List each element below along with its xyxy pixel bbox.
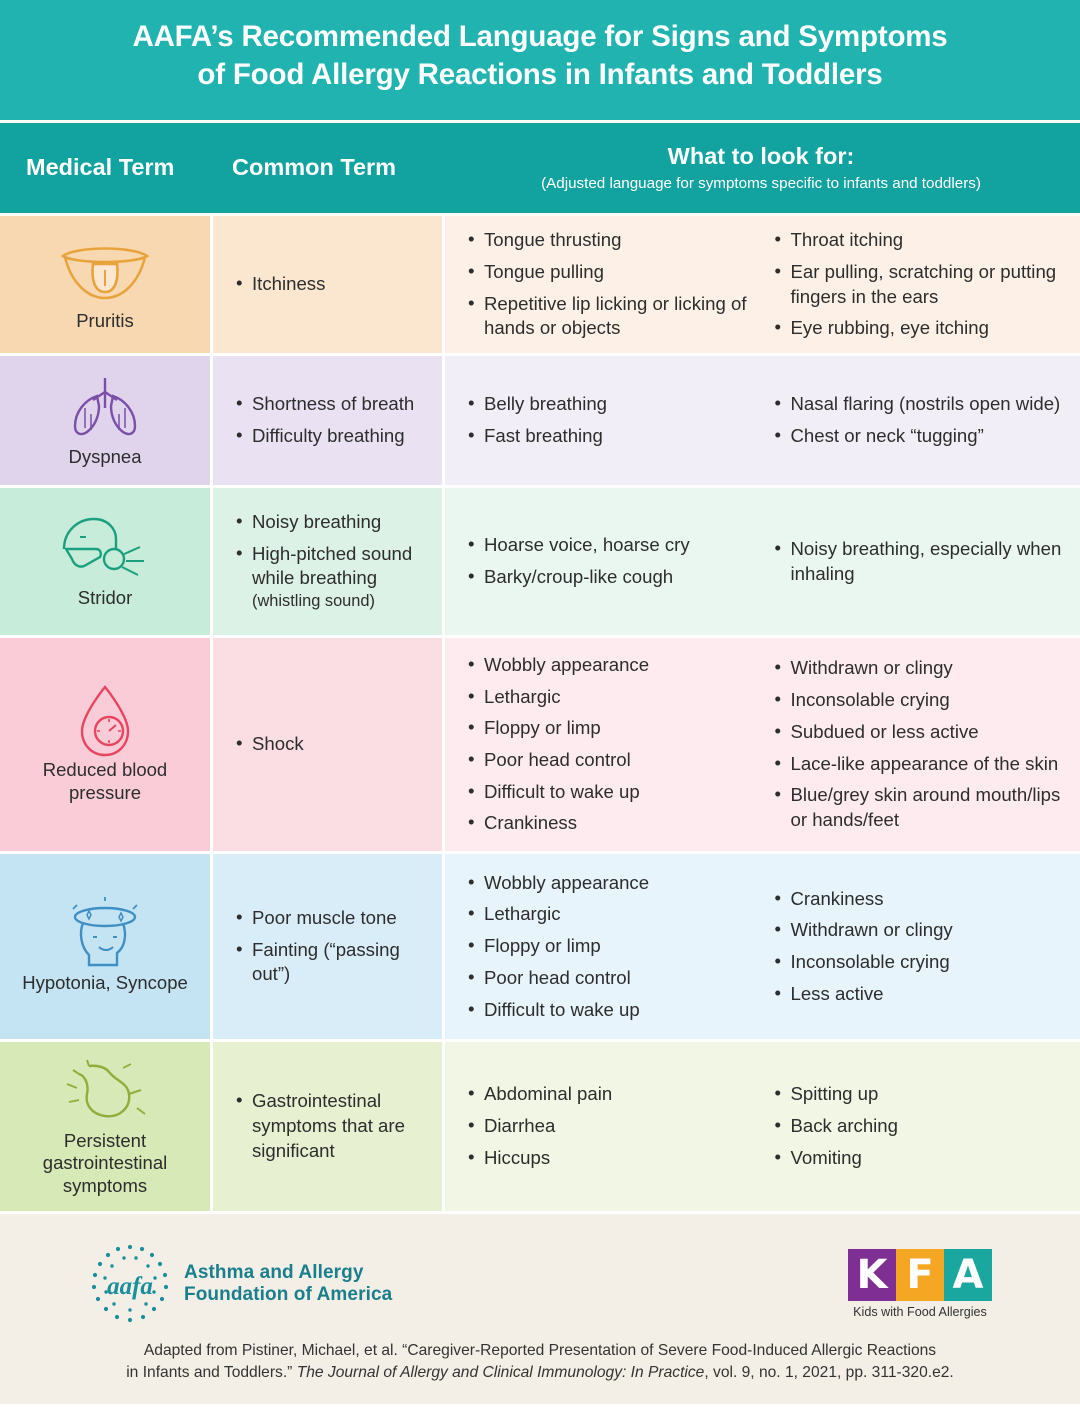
footer-logos [40,1236,1040,1332]
look-column-right [764,498,1071,625]
common-term-cell [210,488,442,635]
look-list-right [774,887,1065,1007]
look-list-left [467,533,758,589]
table-row [0,1039,1080,1211]
aafa-logo [88,1242,392,1326]
aafa-dotted-circle-icon [88,1242,172,1326]
head-throat-whistle-icon [56,511,154,585]
list-item: • Shortness of breath [235,392,426,417]
common-term-list [235,510,426,613]
column-header-common-term-label: Common Term [232,154,397,181]
blood-pressure-drop-icon [68,683,142,757]
medical-term-cell [0,1042,210,1211]
table-header-row [0,120,1080,213]
list-item: • Crankiness [774,887,1065,912]
what-to-look-for-cell [442,488,1080,635]
kfa-letter-f: F [896,1249,944,1301]
page-title-line-2: of Food Allergy Reactions in Infants and Toddlers [197,57,883,91]
look-column-left [457,864,764,1029]
table-row [0,353,1080,485]
list-item: • Hiccups [467,1146,758,1171]
list-item: • Poor head control [467,748,758,773]
list-item: • Eye rubbing, eye itching [774,316,1065,341]
column-header-what-to-look-for [442,123,1080,213]
page-title-line-1: AAFA’s Recommended Language for Signs and Symptoms [132,20,948,53]
kfa-letter-blocks [848,1249,992,1301]
look-column-right [764,648,1071,841]
kfa-caption: Kids with Food Allergies [853,1305,987,1319]
list-item [235,542,426,613]
look-column-left [457,366,764,475]
look-column-left [457,1052,764,1201]
list-item: • Wobbly appearance [467,653,758,678]
list-item: • Lethargic [467,685,758,710]
page-title [40,18,1040,94]
list-item: • Crankiness [467,811,758,836]
source-credit [40,1332,1040,1383]
list-item: • Floppy or limp [467,934,758,959]
table-row [0,851,1080,1039]
common-term-cell [210,216,442,353]
aafa-name-line-2: Foundation of America [184,1284,393,1305]
lungs-icon [63,370,147,444]
look-column-left [457,226,764,343]
table-row [0,213,1080,353]
list-item-note: (whistling sound) [252,592,375,611]
aafa-name-line-1: Asthma and Allergy [184,1261,364,1283]
column-header-what-to-look-for-label: What to look for: [667,143,855,170]
common-term-list [235,392,426,448]
medical-term-cell [0,216,210,353]
look-list-right [774,537,1065,586]
common-term-list [235,906,426,987]
what-to-look-for-cell [442,216,1080,353]
list-item: • Diarrhea [467,1114,758,1139]
list-item: • Poor head control [467,966,758,991]
list-item: • Ear pulling, scratching or putting fingers in the ears [774,260,1065,309]
what-to-look-for-cell [442,638,1080,851]
look-column-right [764,1052,1071,1201]
look-column-right [764,864,1071,1029]
list-item: • Noisy breathing, especially when inhaling [774,537,1065,586]
column-header-medical-term-label: Medical Term [26,154,175,181]
list-item: • Hoarse voice, hoarse cry [467,533,758,558]
list-item: • Abdominal pain [467,1082,758,1107]
list-item: • Itchiness [235,272,426,297]
kfa-letter-k: K [848,1249,896,1301]
look-column-left [457,648,764,841]
list-item: • Lace-like appearance of the skin [774,752,1065,777]
medical-term-cell [0,638,210,851]
look-column-left [457,498,764,625]
look-list-left [467,653,758,836]
what-to-look-for-cell [442,854,1080,1039]
medical-term-label: Hypotonia, Syncope [22,972,188,994]
what-to-look-for-cell [442,356,1080,485]
list-item: • Tongue pulling [467,260,758,285]
look-list-left [467,228,758,341]
credit-line-1: Adapted from Pistiner, Michael, et al. “Caregiver-Reported Presentation of Severe Food-Induced Allergic Reactions [143,1342,937,1359]
look-list-right [774,392,1065,448]
list-item: • Barky/croup-like cough [467,565,758,590]
look-column-right [764,366,1071,475]
list-item: • Inconsolable crying [774,950,1065,975]
credit-line-2-suffix: , vol. 9, no. 1, 2021, pp. 311-320.e2. [704,1363,954,1381]
look-list-right [774,1082,1065,1170]
medical-term-label: Stridor [77,587,133,609]
list-item: • Chest or neck “tugging” [774,424,1065,449]
list-item: • Noisy breathing [235,510,426,535]
table-row [0,485,1080,635]
common-term-cell [210,356,442,485]
medical-term-label: Pruritis [76,310,134,332]
credit-line-2-prefix: in Infants and Toddlers.” [126,1363,297,1381]
list-item: • Withdrawn or clingy [774,918,1065,943]
what-to-look-for-cell [442,1042,1080,1211]
list-item: • Poor muscle tone [235,906,426,931]
list-item: • Nasal flaring (nostrils open wide) [774,392,1065,417]
list-item: • Difficult to wake up [467,780,758,805]
medical-term-label: Reduced blood pressure [42,758,168,803]
look-list-right [774,656,1065,832]
list-item: • Gastrointestinal symptoms that are significant [235,1089,426,1163]
common-term-list [235,272,426,297]
look-list-right [774,228,1065,341]
aafa-name [184,1262,392,1307]
credit-journal-title: The Journal of Allergy and Clinical Immunology: In Practice [296,1363,705,1381]
look-list-left [467,392,758,448]
common-term-list [235,1089,426,1163]
aafa-wordmark: aafa [107,1273,153,1300]
column-header-what-to-look-for-sublabel: (Adjusted language for symptoms specific to infants and toddlers) [541,174,981,192]
common-term-cell [210,854,442,1039]
look-column-right [764,226,1071,343]
list-item: • Wobbly appearance [467,871,758,896]
medical-term-label: Dyspnea [68,446,142,468]
list-item: • Tongue thrusting [467,228,758,253]
footer [0,1211,1080,1404]
medical-term-cell [0,488,210,635]
kfa-logo [848,1249,992,1319]
kfa-letter-a: A [944,1249,992,1301]
list-item: • Difficult to wake up [467,998,758,1023]
list-item: • Fast breathing [467,424,758,449]
column-header-medical-term [0,123,210,213]
medical-term-cell [0,854,210,1039]
list-item: • Shock [235,732,426,757]
list-item: • Belly breathing [467,392,758,417]
list-item: • Throat itching [774,228,1065,253]
list-item: • Less active [774,982,1065,1007]
look-list-left [467,1082,758,1170]
column-header-common-term [210,123,442,213]
list-item: • Floppy or limp [467,716,758,741]
list-item: • Back arching [774,1114,1065,1139]
medical-term-label: Persistent gastrointestinal symptoms [42,1129,168,1196]
list-item: • Withdrawn or clingy [774,656,1065,681]
common-term-list [235,732,426,757]
mouth-tongue-icon [57,234,153,308]
list-item: • Repetitive lip licking or licking of hands or objects [467,292,758,341]
dizzy-head-icon [57,896,153,970]
list-item: • Blue/grey skin around mouth/lips or hands/feet [774,783,1065,832]
list-item: • Spitting up [774,1082,1065,1107]
list-item: • Lethargic [467,902,758,927]
list-item: • Vomiting [774,1146,1065,1171]
title-banner [0,0,1080,120]
common-term-cell [210,638,442,851]
list-item: • Difficulty breathing [235,424,426,449]
list-item-text: High-pitched sound while breathing [252,542,413,589]
look-list-left [467,871,758,1023]
medical-term-cell [0,356,210,485]
common-term-cell [210,1042,442,1211]
list-item: • Subdued or less active [774,720,1065,745]
table-row [0,635,1080,851]
stomach-icon [59,1054,151,1128]
list-item: • Inconsolable crying [774,688,1065,713]
list-item: • Fainting (“passing out”) [235,938,426,987]
